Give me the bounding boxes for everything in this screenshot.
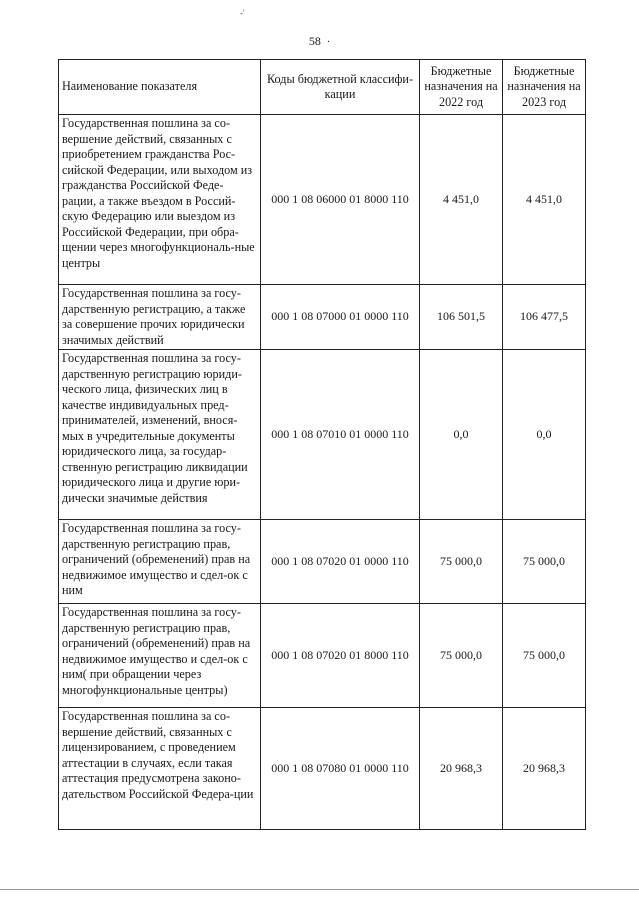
row-value-2023: 106 477,5 xyxy=(503,285,586,350)
row-indicator-name: Государственная пошлина за госу-дарственную регистрацию юриди-ческого лица, физических лиц в качестве индивидуальных пред-принимателей, изменений, внося-мых в учредительные документы юридического лица, за государ-ственную регистрацию ликвидации юридического лица и другие юри-дически значимые действия xyxy=(59,350,261,520)
row-value-2022: 4 451,0 xyxy=(420,115,503,285)
page-number-value: 58 xyxy=(308,34,321,48)
row-value-2022: 0,0 xyxy=(420,350,503,520)
table-row xyxy=(59,520,586,604)
row-indicator-name: Государственная пошлина за госу-дарственную регистрацию, а также за совершение прочих юридически значимых действий xyxy=(59,285,261,350)
row-value-2023: 75 000,0 xyxy=(503,520,586,604)
row-value-2023: 4 451,0 xyxy=(503,115,586,285)
row-value-2023: 75 000,0 xyxy=(503,604,586,708)
page-number-mark: · xyxy=(326,37,331,48)
row-value-2022: 20 968,3 xyxy=(420,708,503,830)
header-budget-2023: Бюджетные назначения на 2023 год xyxy=(503,60,586,115)
row-budget-code: 000 1 08 07020 01 0000 110 xyxy=(261,520,420,604)
table-row xyxy=(59,604,586,708)
budget-table xyxy=(58,59,586,830)
table-row xyxy=(59,350,586,520)
row-budget-code: 000 1 08 07010 01 0000 110 xyxy=(261,350,420,520)
header-indicator-name: Наименование показателя xyxy=(59,60,261,115)
header-budget-2022: Бюджетные назначения на 2022 год xyxy=(420,60,503,115)
row-value-2022: 106 501,5 xyxy=(420,285,503,350)
page-number xyxy=(0,34,639,49)
row-indicator-name: Государственная пошлина за госу-дарственную регистрацию прав, ограничений (обременений) прав на недвижимое имущество и сдел-ок с ним( при обращении через многофункциональные центры) xyxy=(59,604,261,708)
row-indicator-name: Государственная пошлина за со-вершение действий, связанных с приобретением гражданства Рос-сийской Федерации, или выходом из гражданства Российской Феде-рации, а также въездом в Россий-скую Федерацию или выездом из Российской Федерации, при обра-щении через многофункциональ-ные центры xyxy=(59,115,261,285)
header-budget-code: Коды бюджетной классифи-кации xyxy=(261,60,420,115)
table-row xyxy=(59,115,586,285)
row-budget-code: 000 1 08 06000 01 8000 110 xyxy=(261,115,420,285)
scan-mark: -' xyxy=(240,8,245,18)
row-budget-code: 000 1 08 07020 01 8000 110 xyxy=(261,604,420,708)
page-bottom-edge xyxy=(0,889,639,890)
row-indicator-name: Государственная пошлина за госу-дарственную регистрацию прав, ограничений (обременений) прав на недвижимое имущество и сдел-ок с ним xyxy=(59,520,261,604)
row-value-2023: 0,0 xyxy=(503,350,586,520)
row-value-2022: 75 000,0 xyxy=(420,520,503,604)
row-budget-code: 000 1 08 07000 01 0000 110 xyxy=(261,285,420,350)
row-value-2023: 20 968,3 xyxy=(503,708,586,830)
table-header-row xyxy=(59,60,586,115)
table-row xyxy=(59,708,586,830)
table-row xyxy=(59,285,586,350)
row-value-2022: 75 000,0 xyxy=(420,604,503,708)
row-indicator-name: Государственная пошлина за со-вершение действий, связанных с лицензированием, с проведением аттестации в случаях, если такая аттестация предусмотрена законо-дательством Российской Федера-ции xyxy=(59,708,261,830)
row-budget-code: 000 1 08 07080 01 0000 110 xyxy=(261,708,420,830)
